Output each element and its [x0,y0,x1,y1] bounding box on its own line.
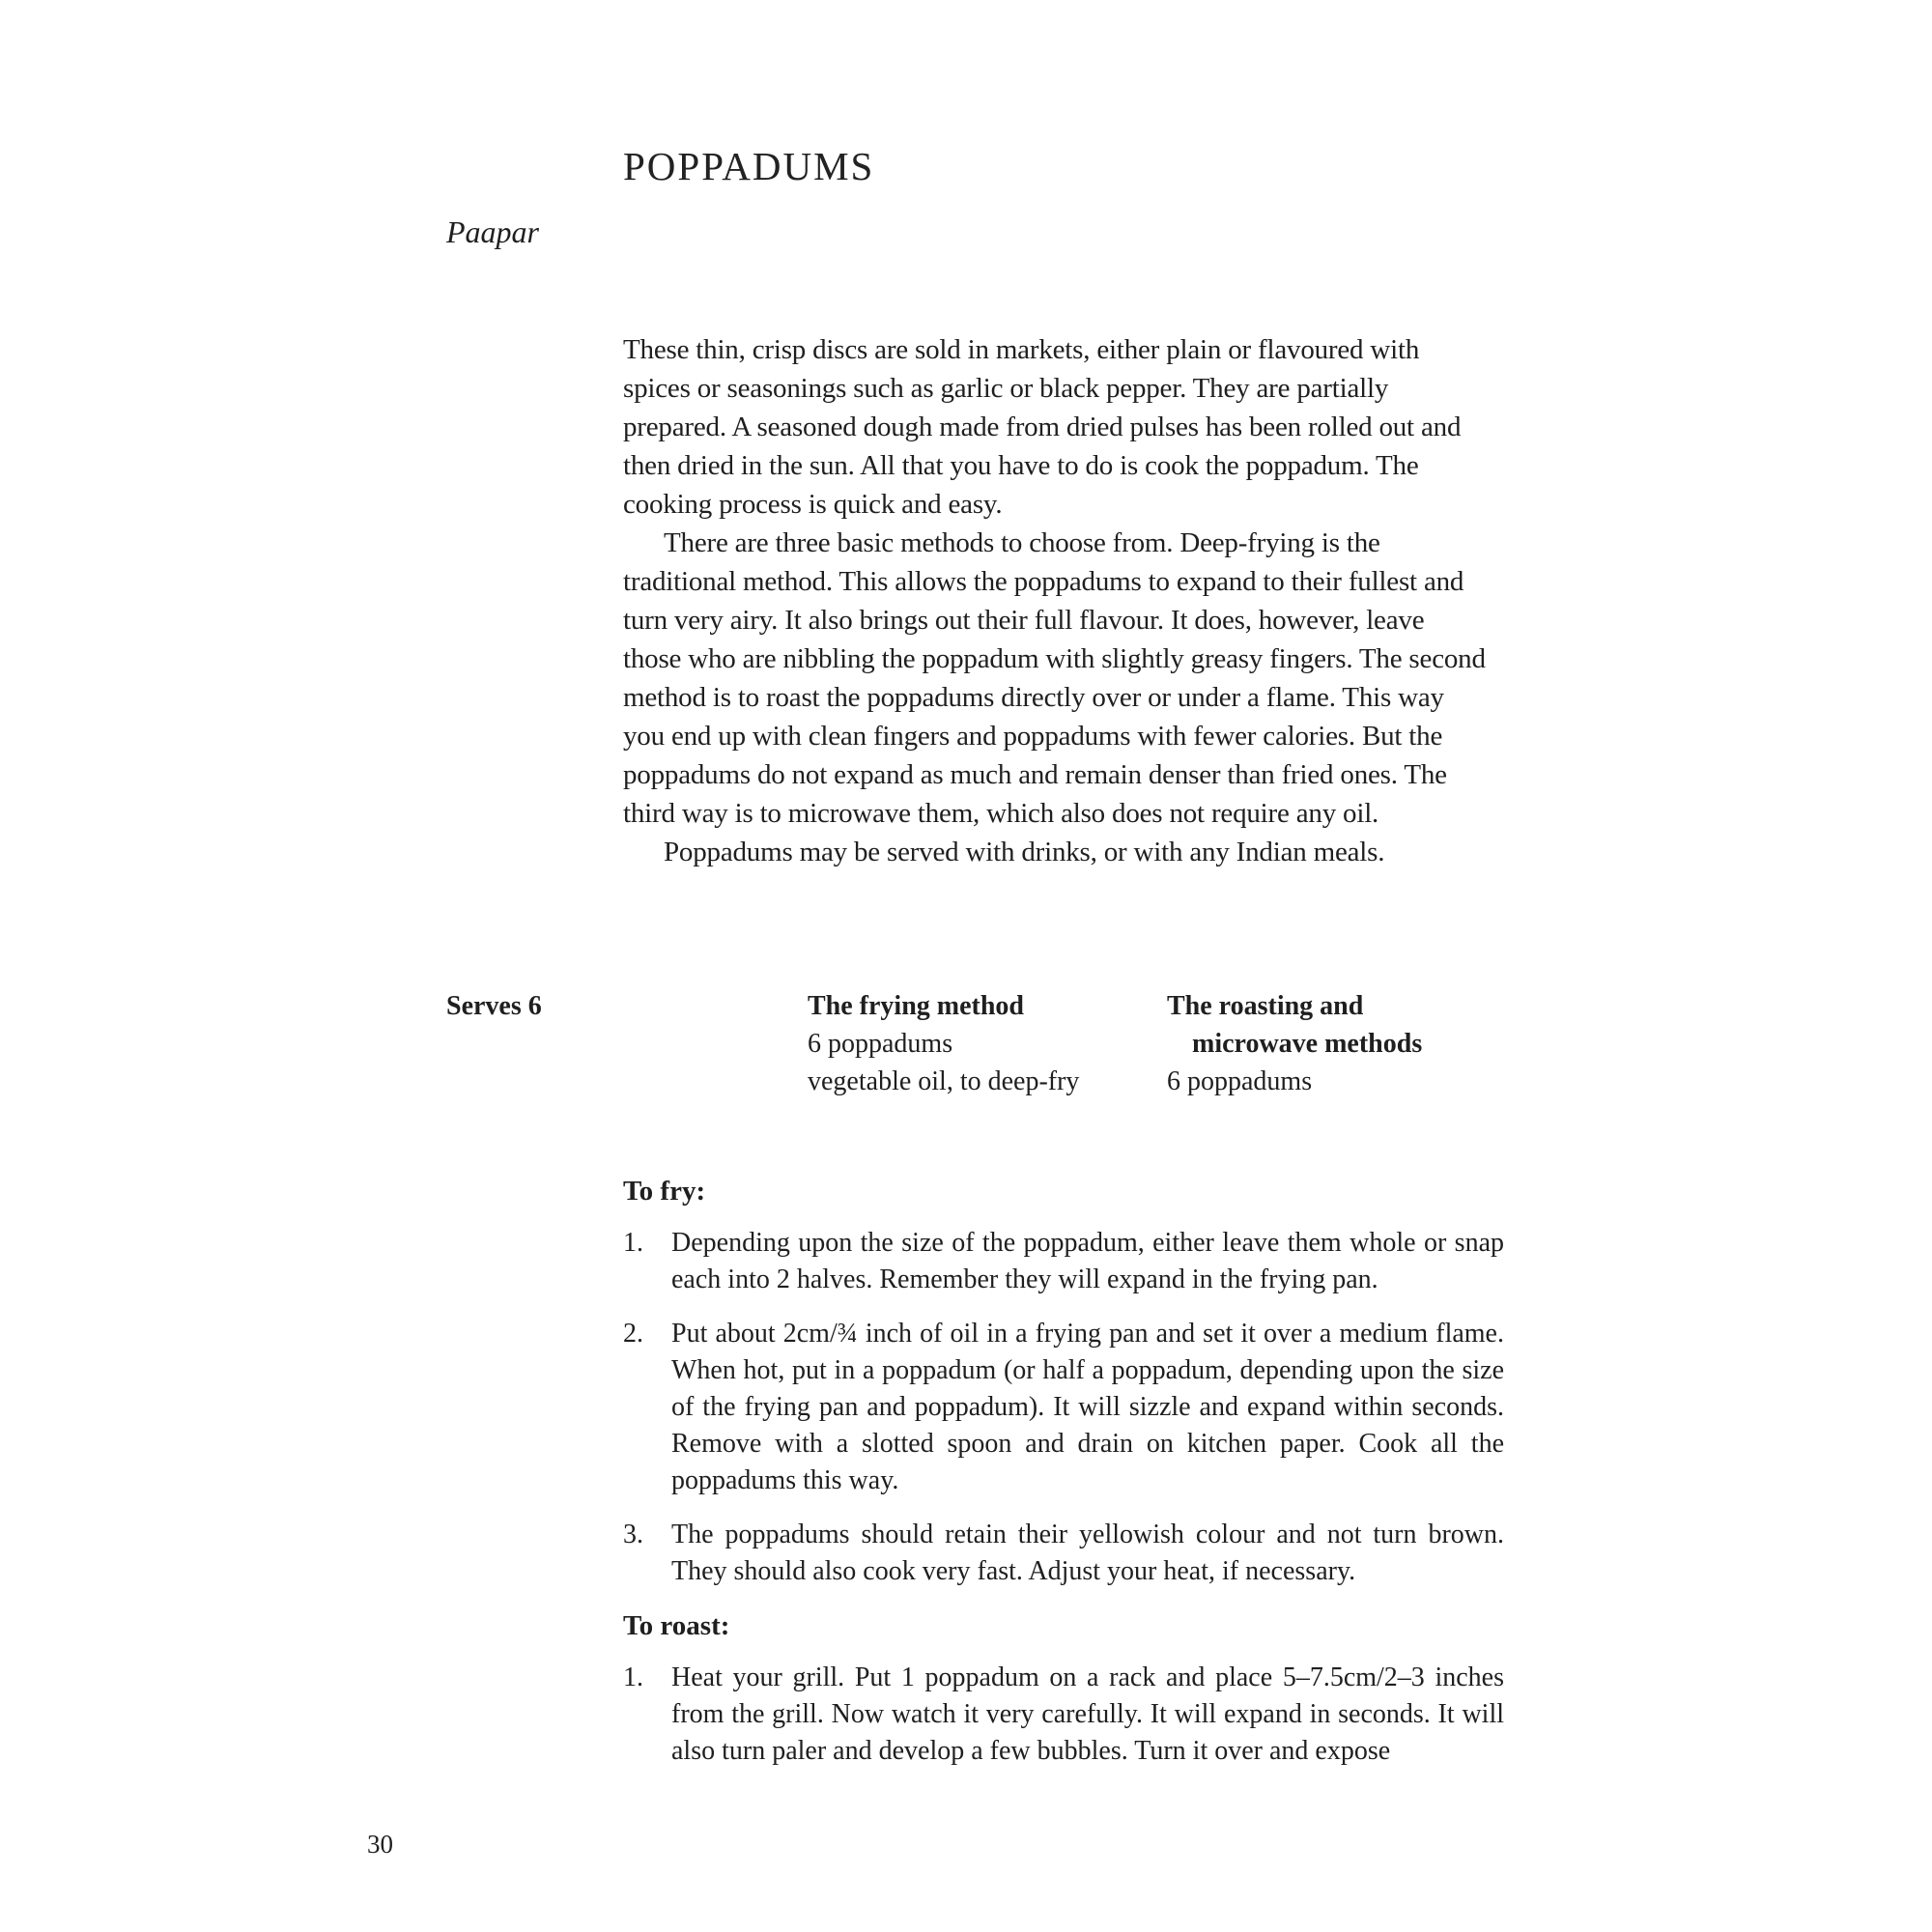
roasting-method-heading-line1: The roasting and [1167,991,1364,1021]
frying-method-heading: The frying method [808,991,1024,1021]
fry-step-1 [623,1225,1504,1298]
step-text: The poppadums should retain their yellowish colour and not turn brown. They should also cook very fast. Adjust your heat, if necessary. [671,1520,1504,1586]
method-instructions [623,1173,1504,1787]
page-number: 30 [367,1830,393,1859]
recipe-alt-name: Paapar [446,214,539,249]
ingredient-item: 6 poppadums [1167,1066,1313,1096]
to-fry-heading: To fry: [623,1176,706,1207]
roasting-method-heading-line2: microwave methods [1192,1029,1423,1059]
intro-paragraph: Poppadums may be served with drinks, or with any Indian meals. [664,837,1385,867]
ingredient-item: 6 poppadums [808,1029,953,1059]
fry-step-3 [623,1517,1504,1590]
ingredient-item: vegetable oil, to deep-fry [808,1066,1080,1096]
step-text: Depending upon the size of the poppadum, either leave them whole or snap each into 2 halves. Remember they will expand in the frying pan. [671,1228,1504,1294]
ingredients-frying-column [808,987,1136,1100]
intro-paragraph: These thin, crisp discs are sold in markets, either plain or flavoured with spices or seasonings such as garlic or black pepper. They are partially prepared. A seasoned dough made from dried pulses has been rolled out and then dried in the sun. All that you have to do is cook the poppadum. The cooking process is quick and easy. [623,334,1462,520]
intro-paragraph: There are three basic methods to choose from. Deep-frying is the traditional method. This allows the poppadums to expand to their fullest and turn very airy. It also brings out their full flavour. It does, however, leave those who are nibbling the poppadum with slightly greasy fingers. The second method is to roast the poppadums directly over or under a flame. This way you end up with clean fingers and poppadums with fewer calories. But the poppadums do not expand as much and remain denser than fried ones. The third way is to microwave them, which also does not require any oil. [623,527,1486,829]
roast-step-1 [623,1660,1504,1770]
page-title: POPPADUMS [623,144,875,188]
step-number: 1. [623,1228,643,1258]
step-number: 1. [623,1662,643,1692]
step-number: 3. [623,1520,643,1549]
step-text: Put about 2cm/¾ inch of oil in a frying pan and set it over a medium flame. When hot, put in a poppadum (or half a poppadum, depending upon the size of the frying pan and poppadum). It will sizzle and expand within seconds. Remove with a slotted spoon and drain on kitchen paper. Cook all the poppadums this way. [671,1319,1504,1495]
serves-label: Serves 6 [446,991,542,1021]
fry-step-2 [623,1316,1504,1499]
ingredients-roasting-column [1167,987,1476,1100]
step-text: Heat your grill. Put 1 poppadum on a rack and place 5–7.5cm/2–3 inches from the grill. Now watch it very carefully. It will expand in seconds. It will also turn paler and develop a few bubbles. Turn it over and expose [671,1662,1504,1766]
to-roast-heading: To roast: [623,1610,730,1641]
step-number: 2. [623,1319,643,1349]
intro-text [623,330,1488,871]
